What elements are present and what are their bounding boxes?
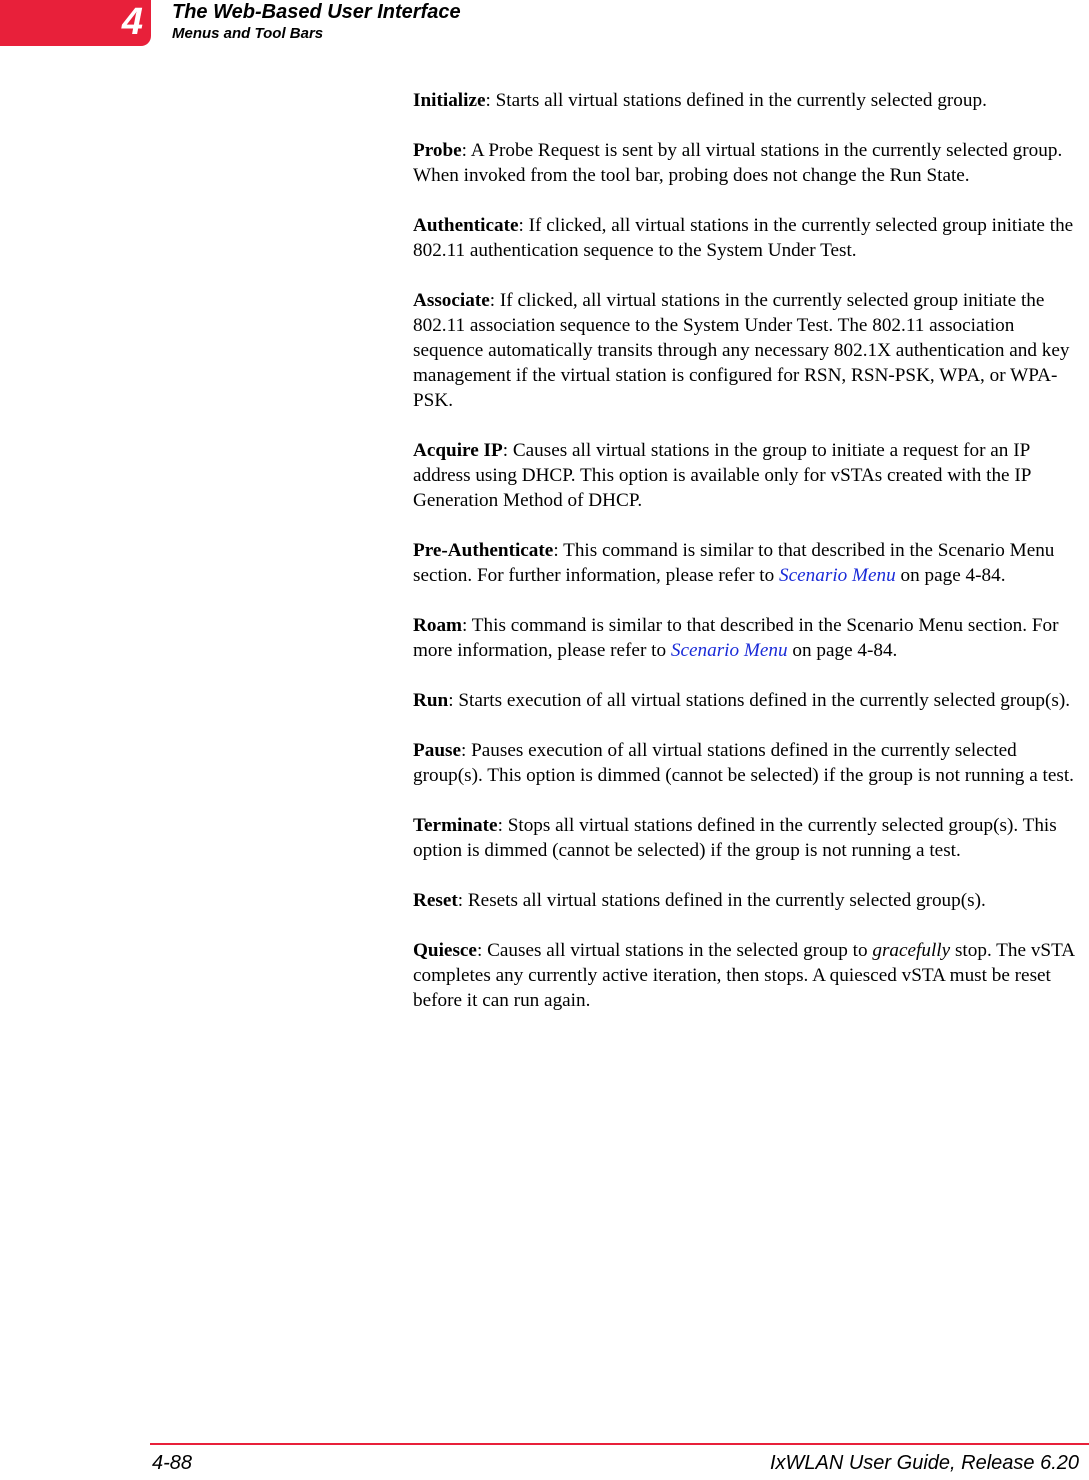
header-subtitle: Menus and Tool Bars [172,25,324,42]
description: : Pauses execution of all virtual stations defined in the currently selected group(s). This option is dimmed (cannot be selected) if the group is not running a test. [413,740,1074,786]
paragraph-quiesce [413,938,1083,1013]
term: Roam [413,615,463,636]
paragraph-terminate [413,813,1083,863]
term: Pre-Authenticate [413,540,554,561]
footer-divider [150,1443,1089,1445]
term: Run [413,690,449,711]
description: : Causes all virtual stations in the selected group to [476,940,873,961]
term: Probe [413,140,462,161]
paragraph-associate [413,288,1083,413]
term: Associate [413,290,490,311]
term: Authenticate [413,215,519,236]
page-number: 4-88 [152,1452,193,1474]
term: Terminate [413,815,498,836]
paragraph-probe [413,138,1083,188]
description: : A Probe Request is sent by all virtual stations in the currently selected group. When invoked from the tool bar, probing does not change the Run State. [413,140,1063,186]
emphasis: gracefully [872,940,951,961]
scenario-menu-link[interactable]: Scenario Menu [779,565,896,586]
paragraph-authenticate [413,213,1083,263]
description-after: stop. The vSTA completes any currently active iteration, then stops. A quiesced vSTA must be reset before it can run again. [413,940,1075,1011]
term: Reset [413,890,458,911]
paragraph-reset [413,888,1083,913]
description: : Causes all virtual stations in the group to initiate a request for an IP address using DHCP. This option is available only for vSTAs created with the IP Generation Method of DHCP. [413,440,1031,511]
description: : Starts all virtual stations defined in the currently selected group. [485,90,987,111]
paragraph-roam [413,613,1083,663]
paragraph-run [413,688,1083,713]
description-after: on page 4-84. [787,640,898,661]
description: : Resets all virtual stations defined in the currently selected group(s). [457,890,986,911]
paragraph-initialize [413,88,1083,113]
paragraph-acquire-ip [413,438,1083,513]
description: : If clicked, all virtual stations in the currently selected group initiate the 802.11 association sequence to the System Under Test. The 802.11 association sequence automatically transits through any necessary 802.1X authentication and key management if the virtual station is configured for RSN, RSN-PSK, WPA, or WPA-PSK. [413,290,1070,411]
term: Acquire IP [413,440,503,461]
paragraph-pre-authenticate [413,538,1083,588]
description: : Starts execution of all virtual stations defined in the currently selected group(s). [448,690,1071,711]
term: Initialize [413,90,486,111]
chapter-number: 4 [121,1,143,43]
paragraph-pause [413,738,1083,788]
description: : If clicked, all virtual stations in the currently selected group initiate the 802.11 authentication sequence to the System Under Test. [413,215,1074,261]
description: : This command is similar to that described in the Scenario Menu section. For more information, please refer to [413,615,1059,661]
term: Pause [413,740,461,761]
description-after: on page 4-84. [895,565,1006,586]
term: Quiesce [413,940,477,961]
description: : Stops all virtual stations defined in the currently selected group(s). This option is dimmed (cannot be selected) if the group is not running a test. [413,815,1057,861]
description: : This command is similar to that described in the Scenario Menu section. For further information, please refer to [413,540,1055,586]
guide-title: IxWLAN User Guide, Release 6.20 [769,1452,1079,1474]
header-title: The Web-Based User Interface [172,1,461,23]
chapter-tab [0,0,151,46]
scenario-menu-link[interactable]: Scenario Menu [670,640,788,661]
body-content [413,88,1083,1038]
